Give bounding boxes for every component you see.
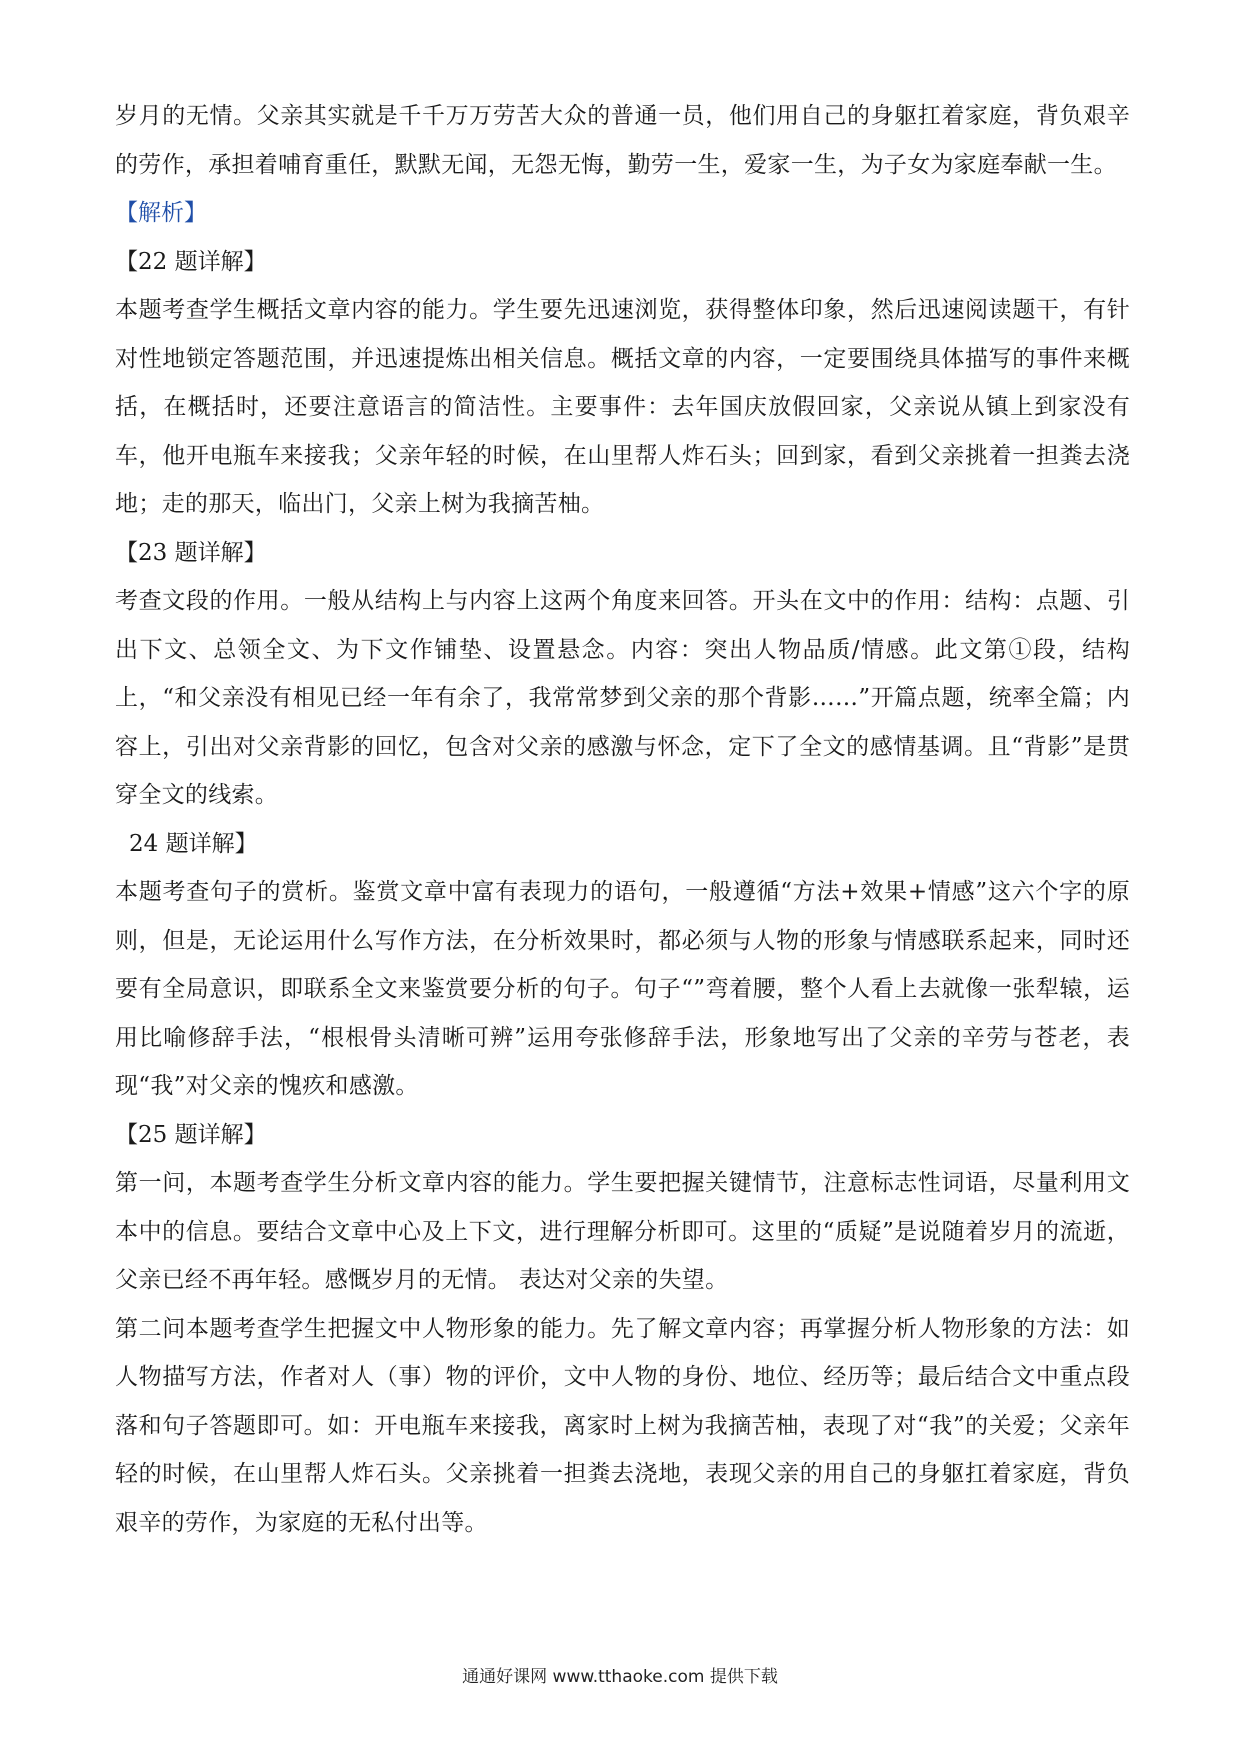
section-paragraph: 第二问本题考查学生把握文中人物形象的能力。先了解文章内容；再掌握分析人物形象的方法：如人物描写方法，作者对人（事）物的评价，文中人物的身份、地位、经历等；最后结合文中重点段落和句子答题即可。如：开电瓶车来接我，离家时上树为我摘苦柚，表现了对“我”的关爱；父亲年轻的时候，在山里帮人炸石头。父亲挑着一担粪去浇地，表现父亲的用自己的身躯扛着家庭，背负艰辛的劳作，为家庭的无私付出等。: [115, 1315, 1130, 1536]
section-24: [115, 820, 1130, 1111]
document-body: [115, 92, 1130, 1547]
section-heading: 【22 题详解】: [115, 248, 267, 275]
section-paragraph: 第一问，本题考查学生分析文章内容的能力。学生要把握关键情节，注意标志性词语，尽量利用文本中的信息。要结合文章中心及上下文，进行理解分析即可。这里的“质疑”是说随着岁月的流逝，父亲已经不再年轻。感慨岁月的无情。 表达对父亲的失望。: [115, 1170, 1130, 1293]
section-heading: 【23 题详解】: [115, 539, 267, 566]
analysis-label: 【解析】: [115, 200, 207, 226]
section-heading: 【25 题详解】: [115, 1121, 267, 1148]
section-22: [115, 238, 1130, 529]
section-heading: 24 题详解】: [129, 830, 258, 857]
intro-paragraph: 岁月的无情。父亲其实就是千千万万劳苦大众的普通一员，他们用自己的身躯扛着家庭，背负艰辛的劳作，承担着哺育重任，默默无闻，无怨无悔，勤劳一生，爱家一生，为子女为家庭奉献一生。: [115, 103, 1130, 178]
page-footer: 通通好课网 www.tthaoke.com 提供下载: [462, 1667, 778, 1687]
section-paragraph: 考查文段的作用。一般从结构上与内容上这两个角度来回答。开头在文中的作用：结构：点题、引出下文、总领全文、为下文作铺垫、设置悬念。内容：突出人物品质/情感。此文第①段，结构上，“和父亲没有相见已经一年有余了，我常常梦到父亲的那个背影……”开篇点题，统率全篇；内容上，引出对父亲背影的回忆，包含对父亲的感激与怀念，定下了全文的感情基调。且“背影”是贯穿全文的线索。: [115, 588, 1130, 808]
section-25: [115, 1111, 1130, 1548]
section-23: [115, 529, 1130, 820]
section-paragraph: 本题考查句子的赏析。鉴赏文章中富有表现力的语句，一般遵循“方法+效果+情感”这六个字的原则，但是，无论运用什么写作方法，在分析效果时，都必须与人物的形象与情感联系起来，同时还要有全局意识，即联系全文来鉴赏要分析的句子。句子“”弯着腰，整个人看上去就像一张犁辕，运用比喻修辞手法，“根根骨头清晰可辨”运用夸张修辞手法，形象地写出了父亲的辛劳与苍老，表现“我”对父亲的愧疚和感激。: [115, 879, 1130, 1099]
section-paragraph: 本题考查学生概括文章内容的能力。学生要先迅速浏览，获得整体印象，然后迅速阅读题干，有针对性地锁定答题范围，并迅速提炼出相关信息。概括文章的内容，一定要围绕具体描写的事件来概括，在概括时，还要注意语言的简洁性。主要事件：去年国庆放假回家，父亲说从镇上到家没有车，他开电瓶车来接我；父亲年轻的时候，在山里帮人炸石头；回到家，看到父亲挑着一担粪去浇地；走的那天，临出门，父亲上树为我摘苦柚。: [115, 297, 1130, 517]
